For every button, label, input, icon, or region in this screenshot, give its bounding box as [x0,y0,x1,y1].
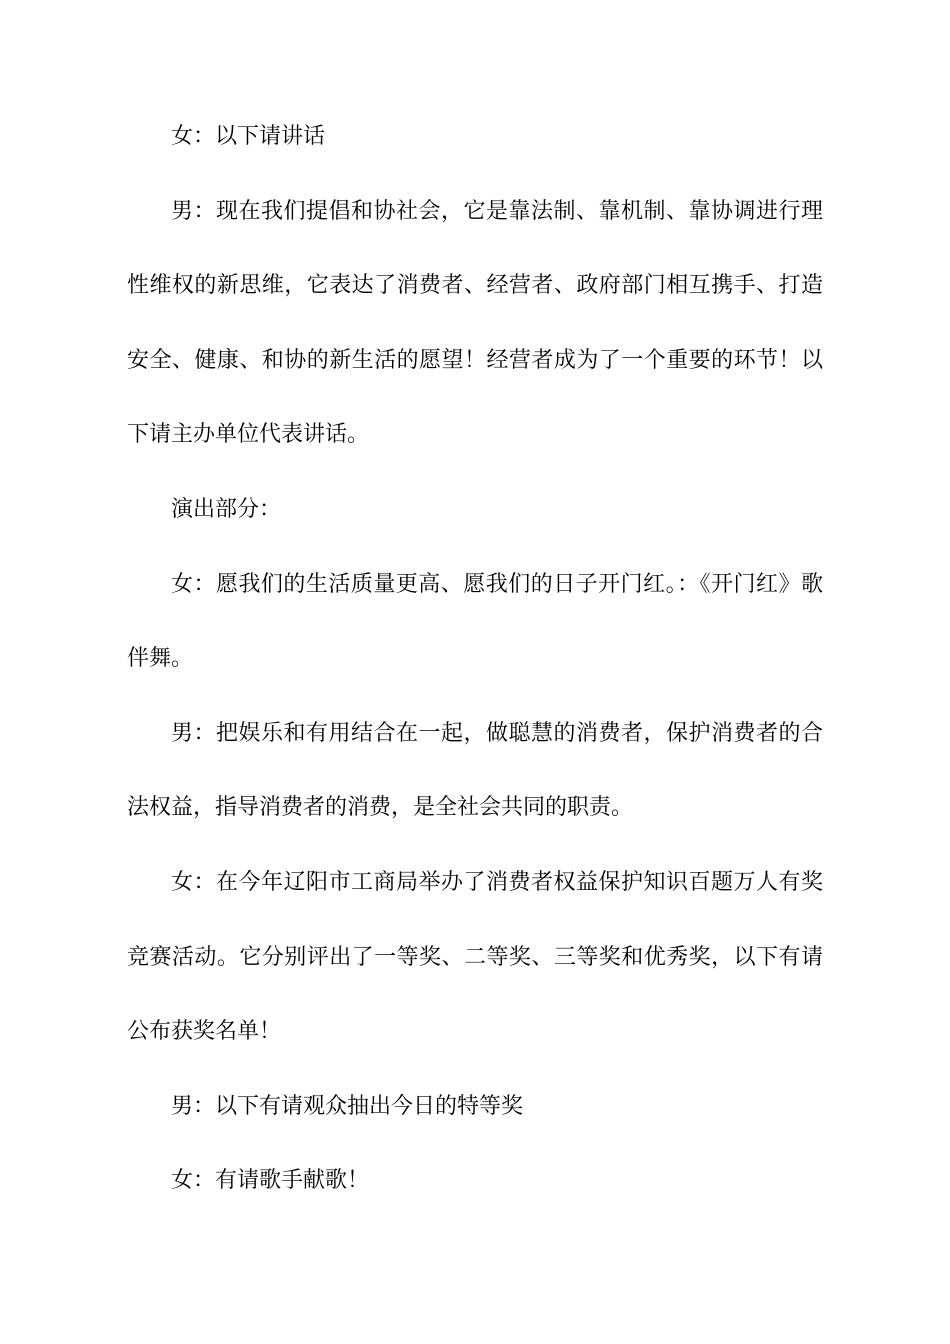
paragraph-1: 女：以下请讲话 [171,124,326,149]
document-body [127,100,823,1219]
paragraph-6: 女：在今年辽阳市工商局举办了消费者权益保护知识百题万人有奖竞赛活动。它分别评出了一等奖、二等奖、三等奖和优秀奖，以下有请公布获奖名单！ [127,869,823,1045]
paragraph-3: 演出部分： [171,496,282,522]
paragraph-7: 男：以下有请观众抽出今日的特等奖 [171,1093,524,1119]
paragraph-4: 女：愿我们的生活质量更高、愿我们的日子开门红。：《开门红》歌伴舞。 [127,571,823,672]
paragraph-8: 女：有请歌手献歌！ [171,1168,370,1194]
paragraph-2: 男：现在我们提倡和协社会，它是靠法制、靠机制、靠协调进行理性维权的新思维，它表达了消费者、经营者、政府部门相互携手、打造安全、健康、和协的新生活的愿望！经营者成为了一个重要的环节！以下请主办单位代表讲话。 [127,198,823,448]
paragraph-5: 男：把娱乐和有用结合在一起，做聪慧的消费者，保护消费者的合法权益，指导消费者的消费，是全社会共同的职责。 [127,720,823,821]
